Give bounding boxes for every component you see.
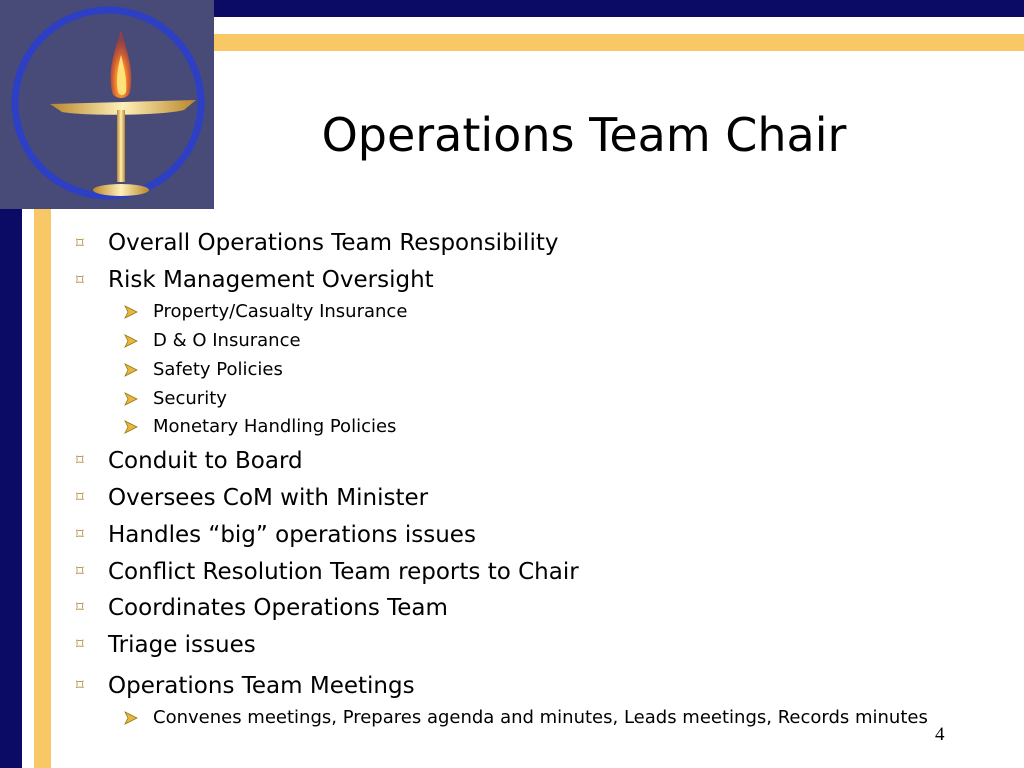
arrow-bullet-icon	[124, 392, 138, 406]
list-item: Conduit to Board	[108, 448, 303, 474]
list-item: Oversees CoM with Minister	[108, 485, 429, 511]
list-item: D & O Insurance	[153, 330, 301, 351]
bullet-icon: ⌑	[76, 525, 84, 543]
list-item: Overall Operations Team Responsibility	[108, 230, 559, 256]
list-item: Risk Management Oversight	[108, 267, 434, 293]
list-item: Monetary Handling Policies	[153, 416, 397, 437]
bullet-icon: ⌑	[76, 488, 84, 506]
bullet-icon: ⌑	[76, 234, 84, 252]
list-item: Security	[153, 388, 227, 409]
bullet-icon: ⌑	[76, 451, 84, 469]
bullet-icon: ⌑	[76, 271, 84, 289]
arrow-bullet-icon	[124, 711, 138, 725]
arrow-bullet-icon	[124, 363, 138, 377]
top-gold-stripe	[214, 34, 1024, 51]
arrow-bullet-icon	[124, 334, 138, 348]
bullet-icon: ⌑	[76, 635, 84, 653]
bullet-icon: ⌑	[76, 562, 84, 580]
flaming-chalice-icon	[0, 0, 214, 209]
list-item: Convenes meetings, Prepares agenda and minutes, Leads meetings, Records minutes	[153, 707, 928, 728]
list-item: Operations Team Meetings	[108, 673, 415, 699]
slide-title: Operations Team Chair	[321, 108, 847, 162]
bullet-icon: ⌑	[76, 676, 84, 694]
page-number: 4	[935, 724, 945, 745]
left-gold-stripe	[34, 204, 51, 768]
chalice-logo	[0, 0, 214, 209]
list-item: Coordinates Operations Team	[108, 595, 448, 621]
list-item: Handles “big” operations issues	[108, 522, 476, 548]
arrow-bullet-icon	[124, 305, 138, 319]
arrow-bullet-icon	[124, 420, 138, 434]
list-item: Property/Casualty Insurance	[153, 301, 408, 322]
list-item: Safety Policies	[153, 359, 283, 380]
list-item: Conflict Resolution Team reports to Chair	[108, 559, 579, 585]
list-item: Triage issues	[108, 632, 256, 658]
bullet-icon: ⌑	[76, 598, 84, 616]
